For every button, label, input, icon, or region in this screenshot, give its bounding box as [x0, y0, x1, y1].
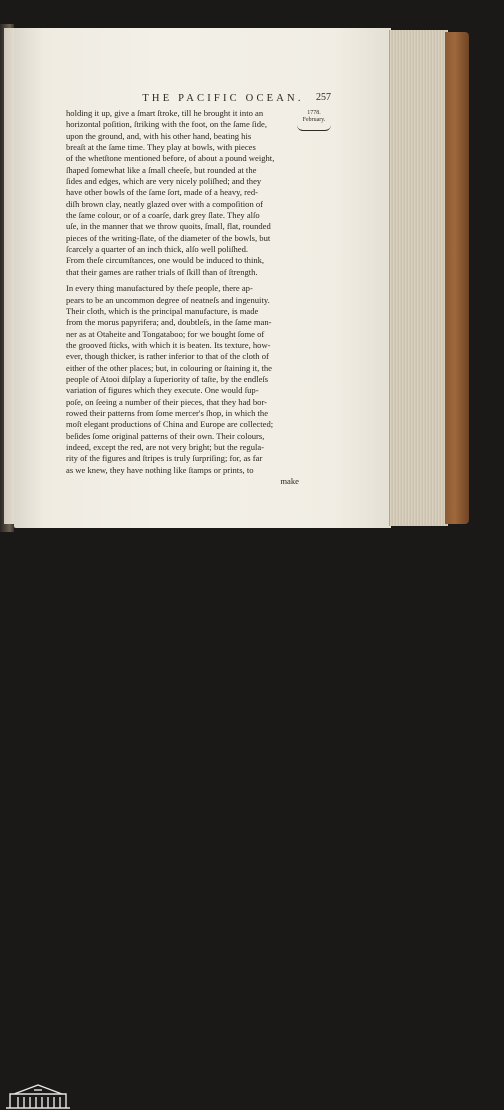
text-line: diſh brown clay, neatly glazed over with a compoſition of — [66, 198, 264, 209]
margin-note-year: 1778. — [307, 110, 321, 116]
text-line: Their cloth, which is the principal manufacture, is made — [66, 305, 259, 316]
text-line: either of the other places; but, in colouring or ſtaining it, the — [66, 362, 272, 373]
text-line: ſides and edges, which are very nicely poliſhed; and they — [66, 176, 262, 187]
library-building-logo-icon — [4, 1082, 72, 1110]
text-line: beſides ſome original patterns of their own. Their colours, — [66, 430, 265, 441]
text-line: horizontal poſition, ſtriking with the foot, on the ſame ſide, — [66, 119, 267, 130]
margin-note — [297, 110, 331, 131]
book-scan — [0, 0, 504, 540]
text-line: ner as at Otaheite and Tongataboo; for we bought ſome of — [66, 328, 265, 339]
right-cover-board — [445, 32, 469, 524]
text-line: holding it up, give a ſmart ſtroke, till he brought it into an — [66, 108, 264, 118]
margin-note-month: February. — [302, 117, 326, 123]
text-line: variation of figures which they execute. One would ſup- — [66, 385, 259, 396]
text-line: as we knew, they have nothing like ſtamps or prints, to — [66, 464, 254, 475]
text-line: that their games are rather trials of ſkill than of ſtrength. — [66, 266, 258, 277]
text-line: uſe, in the manner that we throw quoits, ſmall, flat, rounded — [66, 221, 271, 232]
text-line: the grooved ſticks, with which it is beaten. Its texture, how- — [66, 339, 271, 350]
text-line: from the morus papyrifera; and, doubtleſs, in the ſame man- — [66, 317, 272, 328]
page-fore-edge — [389, 30, 448, 526]
text-line: From theſe circumſtances, one would be induced to think, — [66, 255, 265, 266]
body-text — [66, 108, 299, 487]
text-line: people of Atooi diſplay a ſuperiority of taſte, by the endleſs — [66, 373, 269, 384]
running-head: THE PACIFIC OCEAN. — [142, 93, 304, 104]
text-line: upon the ground, and, with his other hand, beating his — [66, 130, 252, 141]
text-line: have other bowls of the ſame ſort, made of a heavy, red- — [66, 187, 259, 198]
catchword: make — [280, 476, 299, 486]
text-line: ſhaped ſomewhat like a ſmall cheeſe, but rounded at the — [66, 164, 257, 175]
text-line: breaſt at the ſame time. They play at bowls, with pieces — [66, 142, 256, 153]
text-line: rity of the figures and ſtripes is truly ſurpriſing; for, as far — [66, 453, 263, 464]
text-line: pieces of the writing-ſlate, of the diameter of the bowls, but — [66, 232, 271, 243]
text-line: rowed their patterns from ſome mercer's ſhop, in which the — [66, 407, 269, 418]
text-line: the ſame colour, or of a coarſe, dark grey ſlate. They alſo — [66, 210, 260, 221]
footer-bar — [0, 540, 504, 572]
margin-brace-icon — [297, 125, 331, 131]
text-line: ever, though thicker, is rather inferior to that of the cloth of — [66, 351, 269, 362]
text-line: indeed, except the red, are not very bright; but the regula- — [66, 441, 265, 452]
text-line: poſe, on ſeeing a number of their pieces, that they had bor- — [66, 396, 267, 407]
text-line: pears to be an uncommon degree of neatneſs and ingenuity. — [66, 294, 270, 305]
text-line: moſt elegant productions of China and Europe are collected; — [66, 419, 274, 430]
text-line: ſcarcely a quarter of an inch thick, alſo well poliſhed. — [66, 244, 249, 255]
page-number: 257 — [316, 92, 331, 103]
text-line: In every thing manufactured by theſe people, there ap- — [66, 283, 253, 294]
text-line: of the whetſtone mentioned before, of about a pound weight, — [66, 153, 275, 164]
